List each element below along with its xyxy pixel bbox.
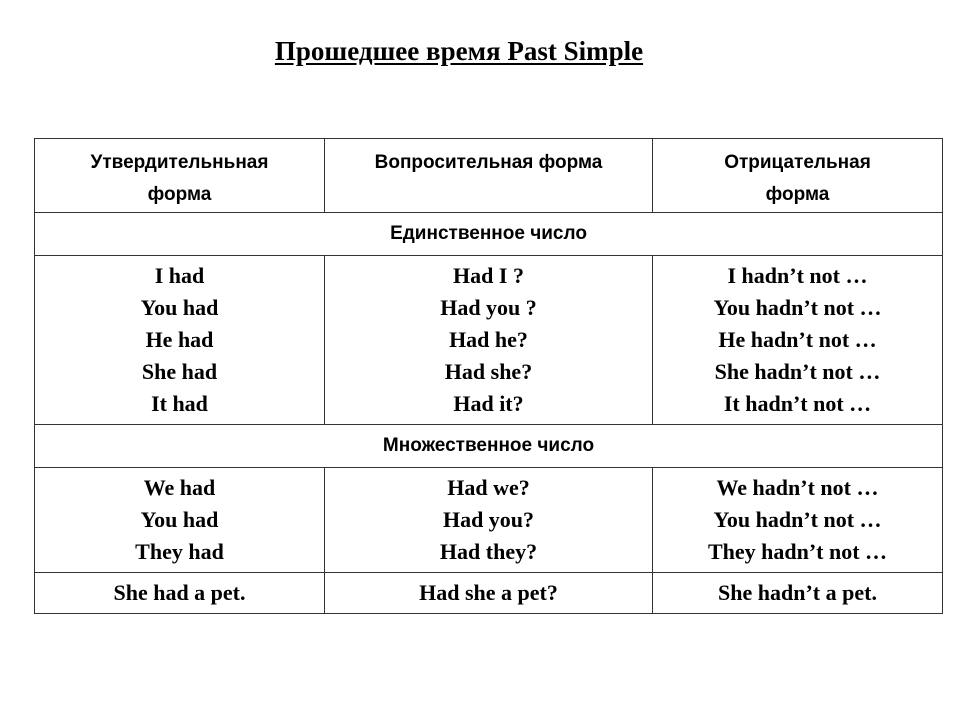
form-line: She had: [141, 359, 218, 384]
form-line: I hadn’t not …: [727, 263, 868, 288]
singular-section-row: [35, 213, 943, 256]
header-negative-line-2: форма: [765, 184, 830, 205]
page-title: Прошедшее время Past Simple: [274, 36, 644, 66]
singular-interrogative-cell: [325, 256, 653, 425]
form-line: Had she?: [444, 359, 533, 384]
plural-negative-cell: [653, 468, 943, 573]
form-line: We had: [143, 475, 216, 500]
header-negative-line-1: Отрицательная: [724, 152, 871, 173]
form-line: You had: [140, 507, 219, 532]
header-interrogative-line-1: Вопросительная форма: [374, 152, 603, 173]
header-interrogative: [325, 139, 653, 213]
form-line: Had he?: [449, 327, 528, 352]
form-line: It had: [151, 391, 208, 416]
plural-section-row: [35, 425, 943, 468]
form-line: You hadn’t not …: [713, 507, 882, 532]
form-line: We hadn’t not …: [716, 475, 879, 500]
form-line: You had: [140, 295, 219, 320]
example-negative: She hadn’t a pet.: [653, 573, 943, 614]
form-line: She hadn’t not …: [714, 359, 881, 384]
example-row: [35, 573, 943, 614]
form-line: They hadn’t not …: [707, 539, 888, 564]
header-affirmative-line-2: форма: [147, 184, 212, 205]
singular-negative-cell: [653, 256, 943, 425]
form-line: Had they?: [439, 539, 538, 564]
header-negative: [653, 139, 943, 213]
form-line: Had you ?: [440, 295, 537, 320]
form-line: Had you?: [442, 507, 535, 532]
form-line: I had: [154, 263, 205, 288]
form-line: Had I ?: [453, 263, 524, 288]
form-line: It hadn’t not …: [723, 391, 872, 416]
singular-affirmative-cell: [35, 256, 325, 425]
plural-forms-row: [35, 468, 943, 573]
form-line: Had it?: [453, 391, 524, 416]
header-affirmative: [35, 139, 325, 213]
example-interrogative: Had she a pet?: [325, 573, 653, 614]
form-line: He hadn’t not …: [718, 327, 877, 352]
example-affirmative: She had a pet.: [35, 573, 325, 614]
singular-forms-row: [35, 256, 943, 425]
singular-section-label: Единственное число: [35, 213, 943, 256]
form-line: He had: [145, 327, 214, 352]
plural-affirmative-cell: [35, 468, 325, 573]
form-line: They had: [135, 539, 224, 564]
form-line: You hadn’t not …: [713, 295, 882, 320]
plural-interrogative-cell: [325, 468, 653, 573]
plural-section-label: Множественное число: [35, 425, 943, 468]
form-line: Had we?: [447, 475, 530, 500]
header-affirmative-line-1: Утвердительньная: [90, 152, 269, 173]
header-row: [35, 139, 943, 213]
grammar-table: [34, 138, 943, 614]
